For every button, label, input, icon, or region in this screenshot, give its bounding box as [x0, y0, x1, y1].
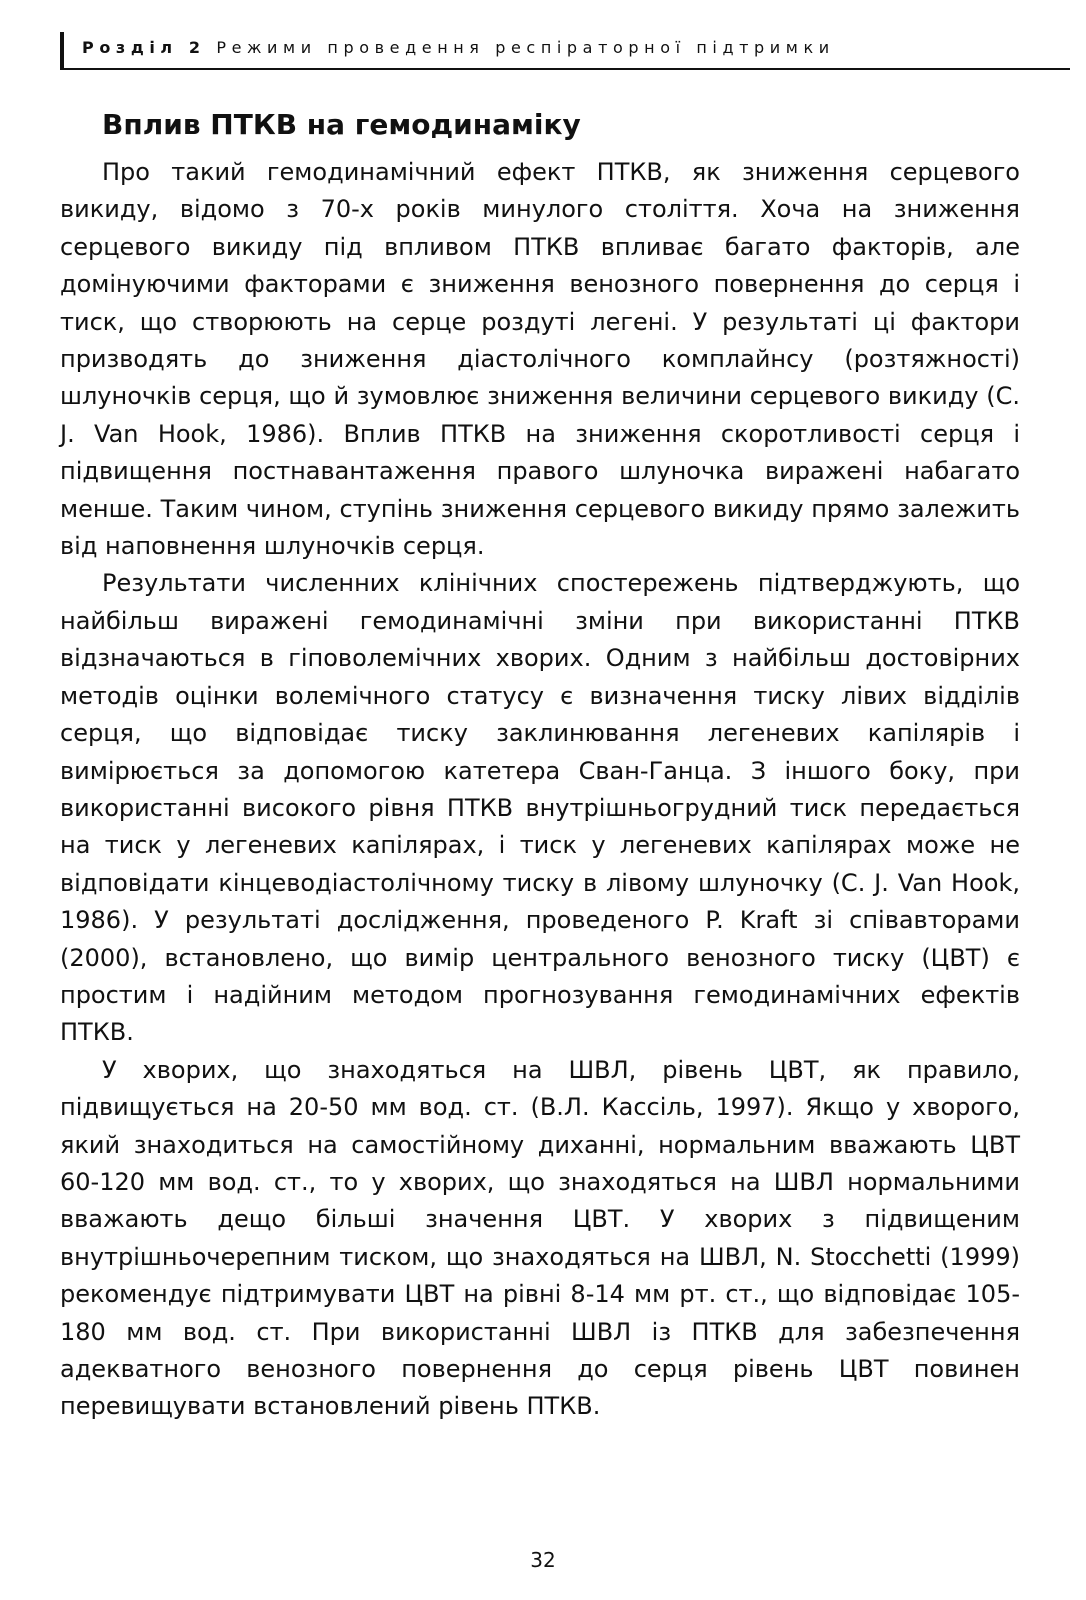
body-text	[60, 154, 1020, 1426]
chapter-title: Режими проведення респіраторної підтримки	[216, 38, 835, 57]
section-heading: Вплив ПТКВ на гемодинаміку	[102, 108, 581, 141]
paragraph-1: Про такий гемодинамічний ефект ПТКВ, як зниження серцевого викиду, відомо з 70-х років минулого століття. Хоча на зниження серцевого викиду під впливом ПТКВ впливає багато факторів, але домінуючими факторами є зниження венозного повернення до серця і тиск, що створюють на серце роздуті легені. У результаті ці фактори призводять до зниження діастолічного комплайнсу (розтяжності) шлуночків серця, що й зумовлює зниження величини серцевого викиду (C. J. Van Hook, 1986). Вплив ПТКВ на зниження скоротливості серця і підвищення постнавантаження правого шлуночка виражені набагато менше. Таким чином, ступінь зниження серцевого викиду прямо залежить від наповнення шлуночків серця.	[60, 158, 1020, 561]
paragraph-2: Результати численних клінічних спостережень підтверджують, що найбільш виражені гемодинамічні зміни при використанні ПТКВ відзначаються в гіповолемічних хворих. Одним з найбільш достовірних методів оцінки волемічного статусу є визначення тиску лівих відділів серця, що відповідає тиску заклинювання легеневих капілярів і вимірюється за допомогою катетера Сван-Ганца. З іншого боку, при використанні високого рівня ПТКВ внутрішньогрудний тиск передається на тиск у легеневих капілярах, і тиск у легеневих капілярах може не відповідати кінцеводіастолічному тиску в лівому шлуночку (C. J. Van Hook, 1986). У результаті дослідження, проведеного P. Kraft зі співавторами (2000), встановлено, що вимір центрального венозного тиску (ЦВТ) є простим і надійним методом прогнозування гемодинамічних ефектів ПТКВ.	[60, 569, 1020, 1047]
page-number: 32	[530, 1548, 556, 1572]
header-rule-mark	[60, 32, 64, 68]
paragraph-3: У хворих, що знаходяться на ШВЛ, рівень ЦВТ, як правило, підвищується на 20-50 мм вод. ст. (В.Л. Кассіль, 1997). Якщо у хворого, який знаходиться на самостійному диханні, нормальним вважають ЦВТ 60-120 мм вод. ст., то у хворих, що знаходяться на ШВЛ нормальними вважають дещо більші значення ЦВТ. У хворих з підвищеним внутрішньочерепним тиском, що знаходяться на ШВЛ, N. Stocchetti (1999) рекомендує підтримувати ЦВТ на рівні 8-14 мм рт. ст., що відповідає 105-180 мм вод. ст. При використанні ШВЛ із ПТКВ для забезпечення адекватного венозного повернення до серця рівень ЦВТ повинен перевищувати встановлений рівень ПТКВ.	[60, 1055, 1020, 1421]
chapter-label: Розділ 2	[82, 38, 206, 57]
header-text	[82, 38, 835, 57]
running-header	[60, 32, 1070, 70]
